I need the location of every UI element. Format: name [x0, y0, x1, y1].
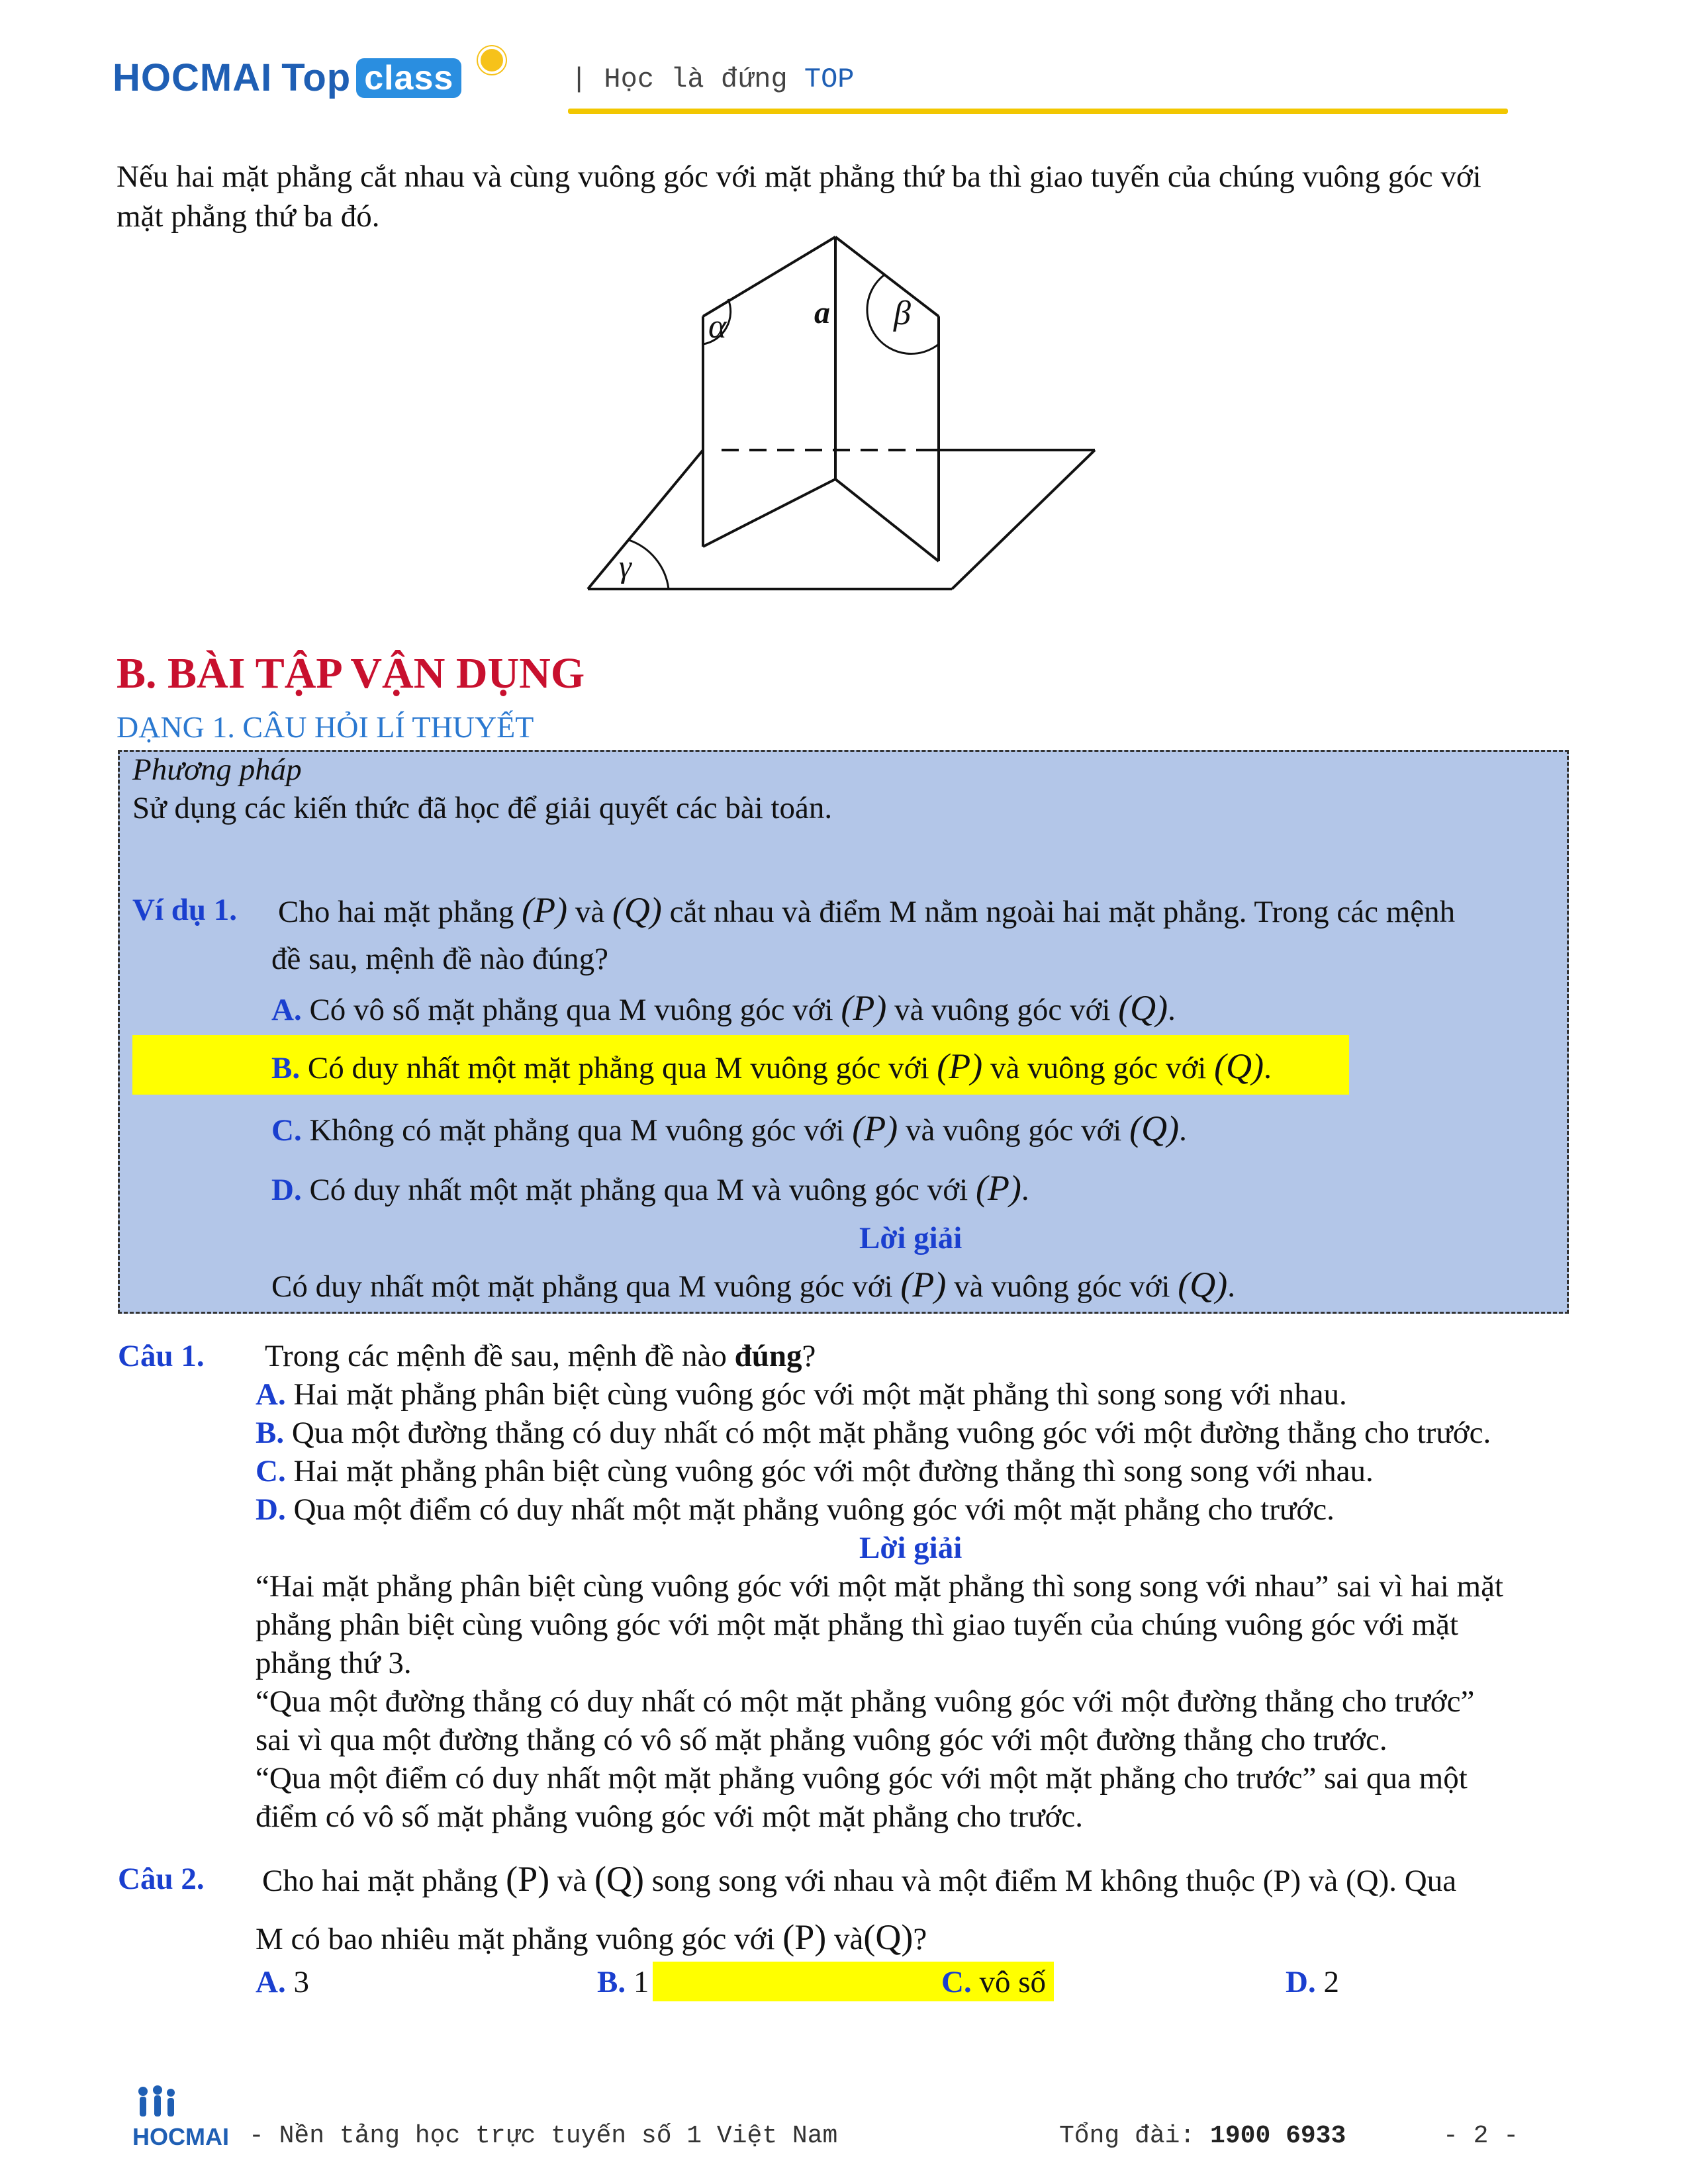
example-question-2: đề sau, mệnh đề nào đúng?	[271, 942, 609, 976]
label-a: a	[814, 295, 830, 330]
footer-logo: HOCMAI	[132, 2123, 229, 2150]
option-label: A.	[256, 1965, 286, 1999]
math-P: (P)	[975, 1168, 1021, 1208]
text: .	[1021, 1173, 1029, 1207]
footer-text: - Nền tảng học trực tuyến số 1 Việt Nam	[249, 2122, 838, 2150]
cau2-label: Câu 2.	[118, 1862, 205, 1896]
cau1-solution-5: sai vì qua một đường thẳng có vô số mặt phẳng vuông góc với một đường thẳng cho trước.	[256, 1723, 1387, 1757]
method-title: Phương pháp	[132, 752, 302, 787]
option-label: C.	[271, 1113, 302, 1148]
dang-label: DẠNG 1. CÂU HỎI LÍ THUYẾT	[117, 710, 534, 744]
text: ?	[802, 1339, 816, 1373]
brand-class: class	[356, 58, 461, 98]
math-P: (P)	[782, 1917, 827, 1957]
option-label: D.	[271, 1173, 302, 1207]
arc-gamma	[629, 540, 669, 589]
math-P: (P)	[852, 1109, 898, 1148]
cau1-question	[265, 1337, 816, 1375]
math-Q: (Q)	[1178, 1265, 1228, 1304]
math-P: (P)	[522, 890, 568, 930]
tagline-top: TOP	[804, 64, 855, 95]
math-P: (P)	[937, 1046, 983, 1086]
example-option-b	[271, 1047, 1272, 1087]
cau2-option-a	[256, 1963, 309, 2001]
text: Có duy nhất một mặt phẳng qua M vuông góc với	[300, 1051, 937, 1085]
cau1-solution-7: điểm có vô số mặt phẳng vuông góc với một mặt phẳng cho trước.	[256, 1799, 1083, 1834]
quote: “Qua một điểm có duy nhất một mặt phẳng vuông góc với một mặt phẳng cho trước”	[256, 1761, 1317, 1796]
method-box	[118, 750, 1569, 1314]
footer-hotline	[1059, 2122, 1346, 2150]
cau1-solution-6	[256, 1759, 1468, 1797]
cau1-option-a	[256, 1375, 1347, 1414]
example-option-a	[271, 989, 1176, 1029]
plane-beta-bottom	[835, 479, 939, 561]
cau2-question-2	[256, 1918, 927, 1958]
text: song song với nhau và một điểm M không thuộc (P) và (Q). Qua	[643, 1864, 1457, 1898]
option-label: A.	[256, 1377, 286, 1412]
plane-alpha-bottom	[703, 479, 835, 547]
brand-top: Top	[281, 56, 352, 99]
intro-line-1: Nếu hai mặt phẳng cắt nhau và cùng vuông góc với mặt phẳng thứ ba thì giao tuyến của chúng vuông góc với	[117, 159, 1481, 194]
plane-gamma-left-edge	[588, 450, 703, 589]
method-text: Sử dụng các kiến thức đã học để giải quyết các bài toán.	[132, 791, 833, 825]
example-solution-text	[271, 1265, 1235, 1306]
text: Có duy nhất một mặt phẳng qua M vuông góc với	[271, 1269, 901, 1304]
hotline-number: 1900 6933	[1210, 2122, 1346, 2150]
text: Không có mặt phẳng qua M vuông góc với	[301, 1113, 853, 1148]
text: sai vì hai mặt	[1329, 1569, 1503, 1604]
cau1-option-c	[256, 1452, 1374, 1490]
text: Hai mặt phẳng phân biệt cùng vuông góc với một mặt phẳng thì song song với nhau.	[285, 1377, 1347, 1412]
plane-beta-top	[835, 237, 939, 316]
option-label: C.	[256, 1454, 286, 1488]
cau1-label: Câu 1.	[118, 1339, 205, 1373]
cau1-solution-1	[256, 1567, 1503, 1606]
text: sai qua một	[1316, 1761, 1468, 1796]
text: 1	[626, 1965, 649, 1999]
option-label: B.	[256, 1416, 285, 1450]
cau1-option-b	[256, 1414, 1491, 1452]
math-P: (P)	[900, 1265, 947, 1304]
text: Có vô số mặt phẳng qua M vuông góc với	[301, 993, 841, 1027]
brand-name: HOCMAI	[113, 56, 273, 99]
cau2-option-c	[941, 1963, 1046, 2001]
emphasis: đúng	[734, 1339, 802, 1373]
example-question-1	[278, 891, 1455, 931]
option-label: A.	[271, 993, 302, 1027]
example-solution-label: Lời giải	[859, 1221, 962, 1255]
text: .	[1227, 1269, 1235, 1304]
plane-gamma-right-edge	[952, 450, 1095, 589]
text: Trong các mệnh đề sau, mệnh đề nào	[265, 1339, 735, 1373]
label-alpha: α	[708, 308, 727, 345]
math-Q: (Q)	[1129, 1109, 1180, 1148]
text: Có duy nhất một mặt phẳng qua M và vuông góc với	[301, 1173, 976, 1207]
text: và	[567, 895, 612, 929]
text: cắt nhau và điểm M nằm ngoài hai mặt phẳng. Trong các mệnh	[661, 895, 1456, 929]
tagline-text: | Học là đứng	[571, 64, 804, 95]
text: và vuông góc với	[982, 1051, 1215, 1085]
example-label: Ví dụ 1.	[132, 893, 238, 927]
label-beta: β	[894, 295, 911, 332]
cau1-solution-4: “Qua một đường thẳng có duy nhất có một mặt phẳng vuông góc với một đường thẳng cho trước”	[256, 1684, 1475, 1719]
math-Q: (Q)	[594, 1859, 644, 1899]
math-Q: (Q)	[1214, 1046, 1264, 1086]
label-gamma: γ	[619, 549, 632, 584]
hotline-label: Tổng đài:	[1059, 2122, 1211, 2150]
math-Q: (Q)	[612, 890, 662, 930]
example-option-c	[271, 1109, 1187, 1150]
text: và	[549, 1864, 594, 1898]
option-label: C.	[941, 1965, 972, 1999]
text: Cho hai mặt phẳng	[262, 1864, 506, 1898]
footer-people-icon	[130, 2085, 183, 2124]
page-number: - 2 -	[1443, 2122, 1519, 2150]
text: 2	[1315, 1965, 1339, 1999]
text: .	[1264, 1051, 1272, 1085]
cau2-question-1	[262, 1860, 1456, 1900]
text: M có bao nhiêu mặt phẳng vuông góc với	[256, 1922, 783, 1956]
text: Qua một điểm có duy nhất một mặt phẳng vuông góc với một mặt phẳng cho trước.	[285, 1492, 1335, 1527]
cau2-option-d	[1286, 1963, 1339, 2001]
cau1-solution-label: Lời giải	[859, 1531, 962, 1565]
text: và	[826, 1922, 864, 1956]
text: Hai mặt phẳng phân biệt cùng vuông góc với một đường thẳng thì song song với nhau.	[285, 1454, 1374, 1488]
intro-line-2: mặt phẳng thứ ba đó.	[117, 199, 380, 234]
option-label: B.	[271, 1051, 301, 1085]
text: .	[1168, 993, 1176, 1027]
text: 3	[285, 1965, 309, 1999]
math-P: (P)	[841, 988, 887, 1028]
text: và vuông góc với	[898, 1113, 1130, 1148]
example-option-d	[271, 1169, 1029, 1209]
option-label: B.	[597, 1965, 626, 1999]
cau1-option-d	[256, 1490, 1335, 1529]
math-Q: (Q)	[1118, 988, 1168, 1028]
option-label: D.	[1286, 1965, 1316, 1999]
cau1-solution-2: phẳng phân biệt cùng vuông góc với một mặt phẳng thì giao tuyến của chúng vuông góc với mặt	[256, 1608, 1459, 1642]
option-label: D.	[256, 1492, 286, 1527]
text: và vuông góc với	[886, 993, 1119, 1027]
text: và vuông góc với	[946, 1269, 1178, 1304]
math-P: (P)	[506, 1859, 550, 1899]
text: vô số	[971, 1965, 1046, 1999]
cau2-option-b	[597, 1963, 649, 2001]
cau1-solution-3: phẳng thứ 3.	[256, 1646, 412, 1680]
text: Cho hai mặt phẳng	[278, 895, 522, 929]
text: ?	[913, 1922, 927, 1956]
math-Q: (Q)	[863, 1917, 914, 1957]
text: Qua một đường thẳng có duy nhất có một mặt phẳng vuông góc với một đường thẳng cho trước.	[284, 1416, 1491, 1450]
text: .	[1179, 1113, 1187, 1148]
example-line-1	[132, 891, 237, 929]
section-title: B. BÀI TẬP VẬN DỤNG	[117, 649, 585, 698]
quote: “Hai mặt phẳng phân biệt cùng vuông góc với một mặt phẳng thì song song với nhau”	[256, 1569, 1329, 1604]
